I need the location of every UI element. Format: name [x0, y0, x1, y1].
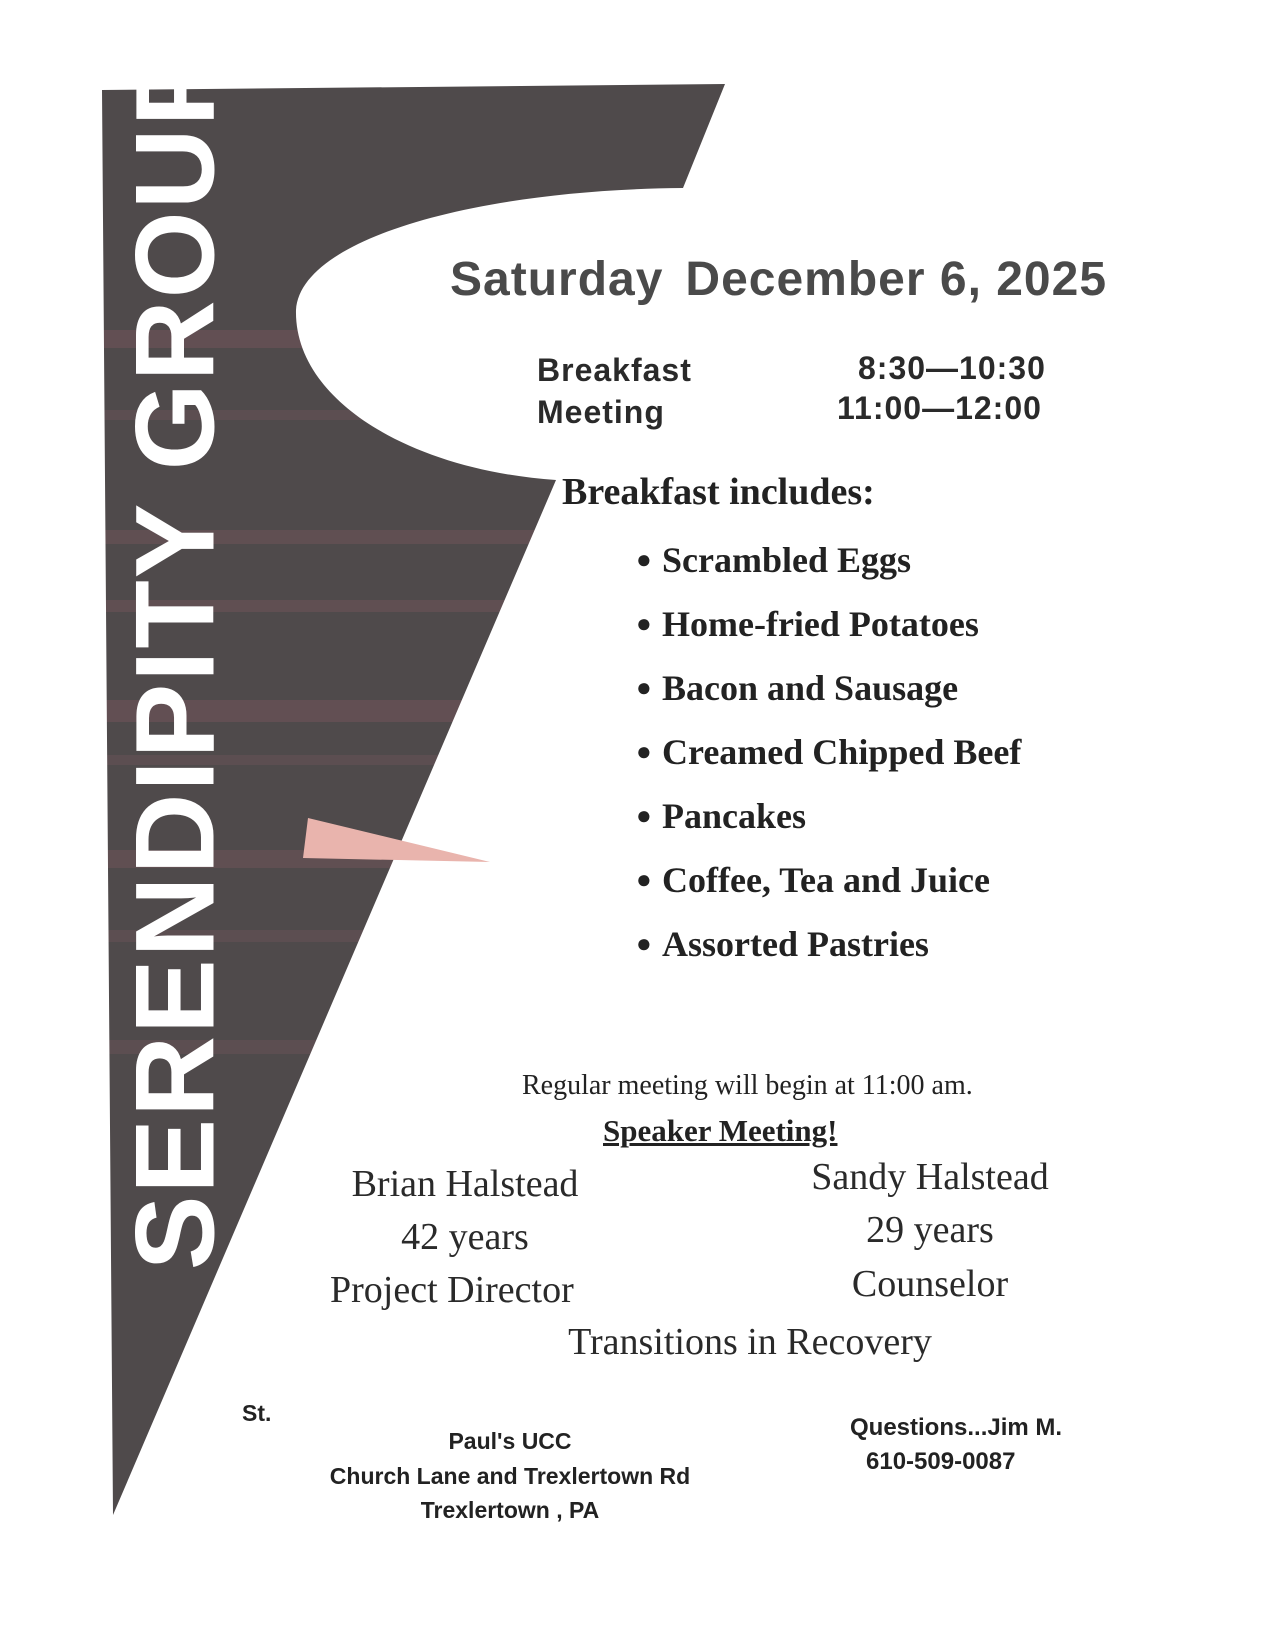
speaker-1-years: 42 years — [401, 1216, 529, 1258]
event-date — [450, 252, 1107, 307]
menu-item: ● Coffee, Tea and Juice — [636, 860, 990, 900]
schedule-label-meeting: Meeting — [537, 394, 665, 430]
schedule-time-meeting: 11:00—12:00 — [837, 390, 1042, 426]
bullet-icon: ● — [636, 609, 652, 638]
bullet-icon: ● — [636, 929, 652, 958]
contact-phone: 610-509-0087 — [866, 1448, 1016, 1475]
speaker-1-role: Project Director — [330, 1269, 574, 1311]
schedule-label-breakfast: Breakfast — [537, 352, 692, 388]
speaker-heading: Speaker Meeting! — [603, 1113, 838, 1148]
speaker-2-years: 29 years — [866, 1209, 994, 1251]
event-day: Saturday — [450, 253, 664, 306]
group-title: SERENDIPITY GROUP — [112, 49, 238, 1271]
address-line-3: Trexlertown , PA — [420, 1497, 600, 1523]
bullet-icon: ● — [636, 865, 652, 894]
menu-heading: Breakfast includes: — [562, 471, 875, 513]
address-line-2: Church Lane and Trexlertown Rd — [329, 1463, 691, 1489]
bullet-icon: ● — [636, 801, 652, 830]
bullet-icon: ● — [636, 673, 652, 702]
menu-item: ● Bacon and Sausage — [636, 668, 959, 708]
speaker-2-name: Sandy Halstead — [811, 1156, 1049, 1198]
address-line-1: Paul's UCC — [448, 1428, 572, 1454]
speaker-1-name: Brian Halstead — [351, 1163, 579, 1205]
menu-item: ● Scrambled Eggs — [636, 540, 912, 580]
address-line-0: St. — [242, 1400, 272, 1426]
menu-item: ● Home-fried Potatoes — [636, 604, 979, 644]
speaker-2-role: Counselor — [851, 1263, 1009, 1305]
menu-item: ● Creamed Chipped Beef — [636, 732, 1022, 772]
menu-item: ● Pancakes — [636, 796, 806, 836]
organization: Transitions in Recovery — [568, 1321, 932, 1363]
bullet-icon: ● — [636, 545, 652, 574]
event-date-full: December 6, 2025 — [685, 253, 1108, 306]
regular-meeting-note: Regular meeting will begin at 11:00 am. — [522, 1070, 973, 1101]
bullet-icon: ● — [636, 737, 652, 766]
menu-item: ● Assorted Pastries — [636, 924, 929, 964]
schedule-time-breakfast: 8:30—10:30 — [858, 350, 1046, 386]
menu-list — [636, 540, 1021, 988]
contact-label: Questions...Jim M. — [850, 1414, 1063, 1441]
